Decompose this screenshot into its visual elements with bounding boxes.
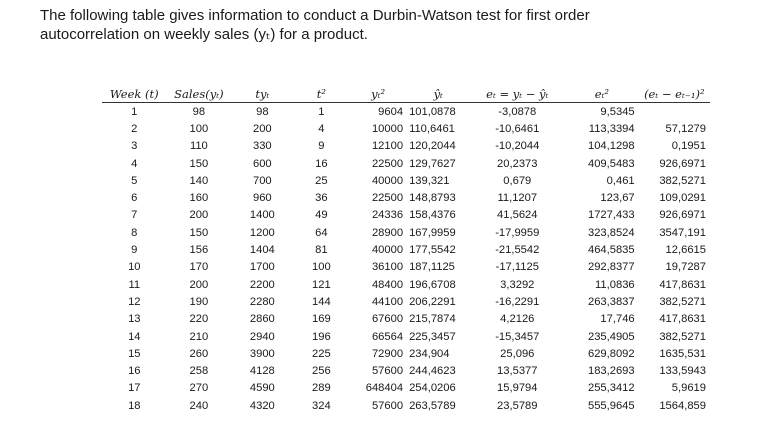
table-cell-ty: 200 [252, 122, 272, 135]
table-cell-t-squared: 225 [312, 347, 331, 360]
table-row [102, 362, 710, 379]
table-cell-y-hat: 206,2291 [409, 295, 456, 308]
table-cell-ty: 98 [256, 105, 269, 118]
table-cell-residual-squared: 323,8524 [587, 226, 635, 239]
table-cell-week: 3 [131, 140, 138, 153]
table-cell-y-squared: 24336 [371, 209, 404, 222]
table-cell-t-squared: 81 [315, 244, 328, 257]
table-cell-residual-squared: 1727,433 [587, 209, 635, 222]
table-cell-t-squared: 16 [315, 157, 328, 170]
table-cell-y-squared: 12100 [371, 140, 404, 153]
table-cell-residual-diff-squared: 1564,859 [659, 399, 706, 412]
table-cell-sales: 98 [192, 105, 206, 118]
table-cell-ty: 1200 [249, 226, 275, 239]
table-row [102, 380, 710, 397]
table-cell-residual-diff-squared: 382,5271 [659, 330, 706, 343]
table-cell-ty: 600 [252, 157, 272, 170]
table-cell-residual: -16,2291 [495, 295, 540, 308]
column-header-t-squared: t² [294, 85, 350, 103]
table-cell-week: 16 [128, 365, 141, 378]
table-row [102, 189, 710, 206]
table-cell-week: 4 [131, 157, 138, 170]
durbin-watson-table [102, 85, 710, 414]
table-cell-y-hat: 215,7874 [409, 313, 456, 326]
table-cell-residual: -10,6461 [495, 122, 540, 135]
problem-statement [40, 6, 730, 44]
table-cell-y-squared: 9604 [378, 105, 404, 118]
table-cell-y-hat: 254,0206 [409, 382, 456, 395]
table-cell-residual-diff-squared: 5,9619 [671, 382, 706, 395]
table-cell-ty: 1700 [249, 261, 275, 274]
table-cell-t-squared: 121 [312, 278, 331, 291]
column-header-residual-squared: eₜ² [565, 85, 638, 103]
table-cell-y-hat: 129,7627 [409, 157, 456, 170]
column-header-ty: tyₜ [231, 85, 293, 103]
table-cell-week: 12 [128, 295, 141, 308]
table-row [102, 155, 710, 172]
table-cell-t-squared: 36 [315, 192, 328, 205]
table-cell-residual-squared: 555,9645 [587, 399, 635, 412]
table-cell-ty: 4128 [249, 365, 275, 378]
table-cell-t-squared: 25 [315, 174, 328, 187]
table-cell-t-squared: 169 [312, 313, 331, 326]
table-cell-y-hat: 244,4623 [409, 365, 456, 378]
table-cell-t-squared: 4 [318, 122, 325, 135]
table-cell-y-hat: 177,5542 [409, 244, 456, 257]
table-cell-residual: 25,096 [500, 347, 535, 360]
table-cell-residual-diff-squared: 133,5943 [659, 365, 706, 378]
table-cell-week: 2 [131, 122, 138, 135]
table-cell-residual-squared: 113,3394 [588, 122, 635, 135]
table-row [102, 207, 710, 224]
table-cell-ty: 330 [252, 140, 272, 153]
table-cell-y-squared: 72900 [371, 347, 404, 360]
column-header-residual-diff-squared: (eₜ − eₜ₋₁)² [639, 85, 710, 103]
table-row [102, 138, 710, 155]
table-cell-t-squared: 289 [312, 382, 331, 395]
table-cell-residual-squared: 9,5345 [600, 105, 635, 118]
table-cell-ty: 2280 [249, 295, 275, 308]
table-cell-t-squared: 1 [318, 105, 325, 118]
table-cell-residual-squared: 292,8377 [587, 261, 635, 274]
table-cell-sales: 160 [189, 192, 209, 205]
problem-statement-line-2: autocorrelation on weekly sales (yₜ) for a product. [40, 26, 368, 43]
table-cell-residual-diff-squared: 57,1279 [665, 122, 706, 135]
table-cell-y-squared: 28900 [371, 226, 404, 239]
table-cell-y-hat: 263,5789 [409, 399, 456, 412]
table-cell-residual-diff-squared: 19,7287 [665, 261, 706, 274]
table-cell-residual-diff-squared: 1635,531 [659, 347, 706, 360]
table-cell-residual-diff-squared: 382,5271 [659, 295, 706, 308]
table-cell-residual: 20,2373 [497, 157, 538, 170]
table-cell-y-squared: 57600 [371, 365, 404, 378]
table-row [102, 172, 710, 189]
table-cell-week: 8 [131, 226, 138, 239]
table-cell-residual-squared: 17,746 [600, 313, 635, 326]
table-cell-week: 11 [128, 278, 141, 291]
table-cell-sales: 140 [189, 174, 209, 187]
table-cell-residual: -21,5542 [495, 244, 540, 257]
table-cell-ty: 2860 [249, 313, 275, 326]
table-cell-week: 13 [128, 313, 141, 326]
table-cell-sales: 258 [189, 365, 209, 378]
table-cell-t-squared: 256 [312, 365, 331, 378]
table-cell-ty: 1404 [249, 244, 275, 257]
table-row [102, 397, 710, 414]
table-cell-y-squared: 44100 [371, 295, 404, 308]
table-cell-residual: 15,9794 [497, 382, 538, 395]
table-cell-week: 15 [128, 347, 141, 360]
header-row [102, 85, 710, 103]
table-row [102, 259, 710, 276]
table-cell-y-hat: 148,8793 [409, 192, 456, 205]
table-cell-residual-squared: 11,0836 [595, 278, 635, 291]
table-row [102, 224, 710, 241]
table-cell-y-squared: 22500 [371, 157, 404, 170]
table-cell-y-squared: 48400 [371, 278, 404, 291]
table-cell-residual-squared: 123,67 [600, 192, 635, 205]
table-cell-y-hat: 101,0878 [409, 105, 456, 118]
table-cell-residual: -10,2044 [495, 140, 540, 153]
table-cell-residual-diff-squared: 417,8631 [659, 313, 706, 326]
table-cell-t-squared: 196 [312, 330, 331, 343]
table-cell-residual-diff-squared: 926,6971 [659, 157, 706, 170]
table-cell-ty: 3900 [249, 347, 275, 360]
table-cell-residual-squared: 464,5835 [587, 244, 635, 257]
table-cell-sales: 220 [189, 313, 209, 326]
table-cell-y-squared: 10000 [371, 122, 404, 135]
table-cell-residual-squared: 235,4905 [587, 330, 635, 343]
table-cell-y-squared: 40000 [371, 244, 404, 257]
table-cell-week: 7 [131, 209, 138, 222]
table-row [102, 241, 710, 258]
table-cell-week: 5 [131, 174, 138, 187]
table-body [102, 103, 710, 415]
table-cell-t-squared: 49 [315, 209, 328, 222]
column-header-sales: Sales(yₜ) [167, 85, 232, 103]
table-cell-t-squared: 100 [312, 261, 331, 274]
table-cell-residual: 0,679 [503, 174, 532, 187]
table-cell-y-hat: 196,6708 [409, 278, 456, 291]
table-cell-t-squared: 9 [318, 140, 325, 153]
table-cell-residual: -17,1125 [495, 261, 539, 274]
table-cell-ty: 700 [252, 174, 272, 187]
table-cell-week: 6 [131, 192, 138, 205]
problem-statement-line-1: The following table gives information to conduct a Durbin-Watson test for first order [40, 7, 590, 24]
table-cell-residual-squared: 629,8092 [587, 347, 635, 360]
table-cell-residual: -17,9959 [495, 226, 540, 239]
table-cell-y-hat: 120,2044 [409, 140, 456, 153]
column-header-y-hat: ŷₜ [407, 85, 469, 103]
table-cell-residual: -3,0878 [498, 105, 537, 118]
table-cell-residual: 13,5377 [497, 365, 538, 378]
table-cell-y-squared: 67600 [371, 313, 404, 326]
table-cell-y-squared: 40000 [371, 174, 404, 187]
table-cell-residual-diff-squared: 109,0291 [659, 192, 706, 205]
table-cell-residual-diff-squared: 0,1951 [671, 140, 706, 153]
table-cell-residual-diff-squared: 382,5271 [659, 174, 706, 187]
table-cell-y-squared: 66564 [371, 330, 404, 343]
table-row [102, 293, 710, 310]
table-cell-y-squared: 36100 [371, 261, 404, 274]
table-cell-sales: 200 [189, 209, 209, 222]
table-cell-ty: 4320 [249, 399, 275, 412]
table-cell-sales: 210 [189, 330, 209, 343]
table-cell-y-hat: 110,6461 [409, 122, 455, 135]
table-cell-week: 17 [128, 382, 141, 395]
table-cell-y-squared: 648404 [365, 382, 404, 395]
table-row [102, 120, 710, 137]
table-cell-residual: 11,1207 [497, 192, 538, 205]
table-cell-ty: 4590 [249, 382, 275, 395]
column-header-y-squared: yₜ² [349, 85, 407, 103]
table-cell-residual-squared: 104,1298 [587, 140, 635, 153]
table-row [102, 276, 710, 293]
table-cell-sales: 200 [189, 278, 209, 291]
table-cell-week: 9 [131, 244, 138, 257]
column-header-residual: eₜ = yₜ − ŷₜ [469, 85, 565, 103]
table-cell-y-hat: 234,904 [409, 347, 450, 360]
table-cell-residual: -15,3457 [495, 330, 540, 343]
table-cell-residual-diff-squared: 417,8631 [659, 278, 706, 291]
table-cell-residual-squared: 409,5483 [587, 157, 635, 170]
table-cell-week: 18 [128, 399, 141, 412]
table-cell-sales: 240 [189, 399, 209, 412]
table-cell-y-hat: 167,9959 [409, 226, 456, 239]
table-cell-week: 10 [128, 261, 141, 274]
table-cell-residual-diff-squared [639, 103, 710, 121]
table-cell-residual-squared: 255,3412 [587, 382, 635, 395]
table-cell-ty: 960 [252, 192, 272, 205]
table-cell-t-squared: 324 [312, 399, 331, 412]
table-cell-y-hat: 225,3457 [409, 330, 456, 343]
table-row [102, 328, 710, 345]
table-cell-ty: 1400 [249, 209, 275, 222]
table-cell-residual-squared: 0,461 [606, 174, 635, 187]
table-cell-y-hat: 187,1125 [409, 261, 455, 274]
table-cell-sales: 190 [189, 295, 209, 308]
table-row [102, 311, 710, 328]
table-cell-sales: 110 [189, 140, 208, 153]
table-cell-residual-diff-squared: 926,6971 [659, 209, 706, 222]
table-cell-y-squared: 22500 [371, 192, 404, 205]
table-cell-sales: 260 [189, 347, 209, 360]
table-cell-t-squared: 64 [315, 226, 328, 239]
table-cell-residual: 41,5624 [497, 209, 538, 222]
table-cell-sales: 270 [189, 382, 209, 395]
table-cell-sales: 170 [189, 261, 209, 274]
durbin-watson-table-container [102, 85, 710, 423]
table-row [102, 103, 710, 121]
table-cell-sales: 150 [189, 157, 209, 170]
table-cell-residual: 4,2126 [500, 313, 535, 326]
table-cell-residual: 23,5789 [497, 399, 538, 412]
table-cell-ty: 2200 [249, 278, 275, 291]
table-cell-y-squared: 57600 [371, 399, 404, 412]
table-cell-week: 14 [128, 330, 141, 343]
table-cell-t-squared: 144 [312, 295, 331, 308]
table-cell-ty: 2940 [249, 330, 275, 343]
table-cell-week: 1 [131, 105, 138, 118]
table-header [102, 85, 710, 103]
table-cell-sales: 156 [189, 244, 209, 257]
table-cell-y-hat: 158,4376 [409, 209, 456, 222]
table-cell-residual-diff-squared: 12,6615 [665, 244, 706, 257]
table-cell-residual-squared: 263,3837 [587, 295, 635, 308]
table-cell-residual-diff-squared: 3547,191 [659, 226, 706, 239]
table-cell-residual: 3,3292 [500, 278, 535, 291]
table-cell-y-hat: 139,321 [409, 174, 450, 187]
table-cell-sales: 150 [189, 226, 209, 239]
table-cell-sales: 100 [189, 122, 209, 135]
column-header-week: Week (t) [102, 85, 167, 103]
table-row [102, 345, 710, 362]
table-cell-residual-squared: 183,2693 [587, 365, 635, 378]
